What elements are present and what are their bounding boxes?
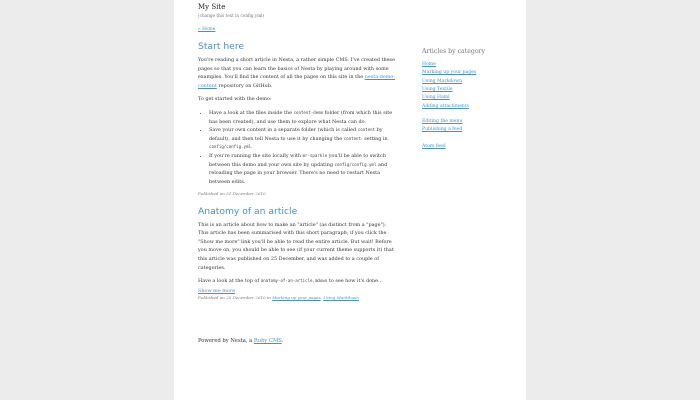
inline-code: config/config.yml bbox=[334, 161, 377, 167]
article-anatomy bbox=[198, 207, 398, 300]
list-text: Have a look at the files inside the bbox=[209, 110, 294, 117]
sidebar-item-markdown[interactable]: Using Markdown bbox=[422, 78, 463, 84]
inline-code: content bbox=[343, 135, 361, 141]
list-text: folder (from which this site has been created), and use them to explore what Nesta can do. bbox=[209, 110, 393, 125]
sidebar-heading: Articles by category bbox=[422, 48, 486, 55]
atom-feed-link[interactable]: Atom feed bbox=[422, 143, 446, 149]
list-item bbox=[209, 109, 398, 126]
sidebar-item-haml[interactable]: Using Haml bbox=[422, 95, 450, 101]
category-link-marking-up[interactable]: Marking up your pages bbox=[272, 295, 321, 301]
list-text: If you're running the site locally with bbox=[209, 153, 303, 160]
article-summary: This is an article about how to make an "article" (as distinct from a "page"). This article has been summarised with this short paragraph; if you click the "Show me more" link you'll be able to read the entire article. But wait! Before you move on, you should be able to see (if your current theme supports it) that this article was published on 25 December, and was added to a couple of categories. bbox=[198, 221, 394, 271]
published-date: Published on 31 December 2010 bbox=[198, 191, 266, 197]
sidebar-item-publishing-feed[interactable]: Publishing a feed bbox=[422, 127, 463, 133]
article-intro bbox=[198, 56, 398, 90]
article-start-here bbox=[198, 42, 398, 196]
sidebar-item-editing-menu[interactable]: Editing the menu bbox=[422, 119, 463, 125]
list-text: Save your own content in a separate folder (which is called bbox=[209, 127, 358, 134]
intro-text: You're reading a short article in Nesta, a rather simple CMS. I've created these pages so that you can learn the basics of Nesta by playing around with some examples. You'll find the content of all the pages on this site in the bbox=[198, 57, 395, 81]
look-text-end: to see how it's done... bbox=[327, 278, 383, 285]
inline-code: config/config.yml bbox=[209, 144, 251, 150]
show-more-link[interactable]: Show me more bbox=[198, 287, 236, 294]
published-info bbox=[198, 295, 398, 300]
list-item bbox=[209, 152, 398, 186]
sidebar bbox=[422, 48, 512, 151]
inline-code: anatomy-of-an-article.mdown bbox=[260, 278, 328, 284]
page bbox=[174, 0, 526, 400]
inline-code: content-demo bbox=[293, 110, 324, 116]
list-text: you'll be able to switch between this demo and your own site by updating bbox=[209, 153, 386, 168]
article-look-text bbox=[198, 277, 398, 286]
breadcrumb-home-link[interactable]: « Home bbox=[198, 27, 216, 32]
list-text: and reloading the page in your browser. There's no need to restart Nesta between edits. bbox=[209, 161, 388, 185]
sidebar-spacer bbox=[422, 111, 512, 118]
ruby-cms-link[interactable]: Ruby CMS bbox=[253, 338, 282, 344]
article-title-anatomy[interactable]: Anatomy of an article bbox=[198, 206, 298, 218]
site-subtitle: (change this text in config.yml) bbox=[198, 13, 265, 18]
sidebar-spacer bbox=[422, 135, 512, 143]
list-text: by default), and then tell Nesta to use it by changing the bbox=[209, 127, 383, 142]
footer-text: Powered by Nesta, a bbox=[198, 338, 254, 344]
footer bbox=[198, 338, 283, 344]
sidebar-item-textile[interactable]: Using Textile bbox=[422, 87, 453, 93]
nesta-demo-content-link[interactable]: nesta-demo-content bbox=[198, 74, 396, 89]
article-title-start-here[interactable]: Start here bbox=[198, 41, 245, 52]
category-link-markdown[interactable]: Using Markdown bbox=[323, 295, 359, 301]
look-text: Have a look at the top of bbox=[198, 278, 261, 285]
list-item bbox=[209, 126, 398, 152]
intro-text-end: repository on GitHub. bbox=[216, 82, 273, 89]
list-text: : setting in bbox=[361, 135, 388, 142]
sidebar-item-marking-up[interactable]: Marking up your pages bbox=[422, 70, 477, 76]
list-text: . bbox=[250, 144, 253, 151]
inline-code: content bbox=[357, 127, 376, 133]
published-text: Published on 25 December 2010 in bbox=[198, 295, 273, 301]
sidebar-item-attachments[interactable]: Adding attachments bbox=[422, 103, 469, 109]
get-started-list bbox=[198, 109, 398, 186]
site-title[interactable]: My Site bbox=[198, 3, 226, 11]
main-content bbox=[198, 42, 398, 300]
footer-period: . bbox=[281, 338, 284, 344]
sidebar-item-home[interactable]: Home bbox=[422, 62, 436, 67]
inline-code: mr-sparkle bbox=[302, 153, 328, 159]
get-started-text: To get started with the demo: bbox=[198, 96, 272, 103]
category-separator: , bbox=[320, 295, 324, 301]
